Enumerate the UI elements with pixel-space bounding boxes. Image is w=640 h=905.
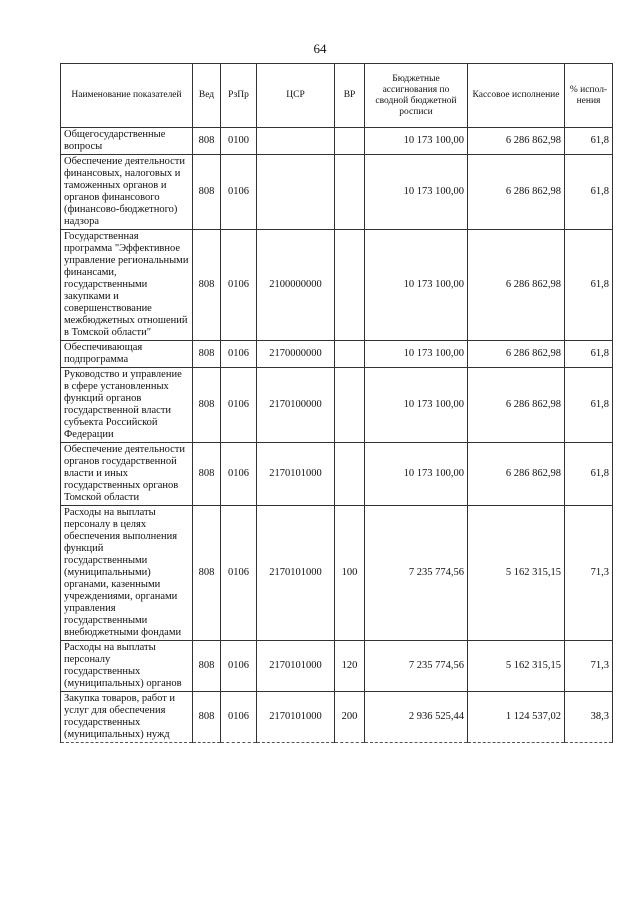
row-vr: [335, 155, 365, 230]
row-cash: 6 286 862,98: [468, 128, 565, 155]
row-rzpr: 0106: [221, 341, 257, 368]
row-name: Закупка товаров, работ и услуг для обеспечения государственных (муниципальных) нужд: [61, 692, 193, 743]
row-cash: 6 286 862,98: [468, 443, 565, 506]
row-ved: 808: [193, 230, 221, 341]
row-name: Обеспечение деятельности органов государственной власти и иных государственных органов Томской области: [61, 443, 193, 506]
table-row: [61, 692, 613, 743]
row-ved: 808: [193, 641, 221, 692]
row-csr: 2170101000: [257, 692, 335, 743]
row-cash: 1 124 537,02: [468, 692, 565, 743]
row-vr: [335, 230, 365, 341]
row-budget: 7 235 774,56: [365, 641, 468, 692]
row-rzpr: 0106: [221, 230, 257, 341]
table-row: [61, 641, 613, 692]
row-percent: 71,3: [565, 506, 613, 641]
row-percent: 61,8: [565, 155, 613, 230]
row-rzpr: 0106: [221, 155, 257, 230]
row-rzpr: 0106: [221, 692, 257, 743]
row-rzpr: 0106: [221, 443, 257, 506]
budget-execution-table: [60, 63, 613, 743]
header-rzpr: РзПр: [221, 64, 257, 128]
table-row: [61, 128, 613, 155]
row-ved: 808: [193, 155, 221, 230]
row-rzpr: 0100: [221, 128, 257, 155]
row-percent: 71,3: [565, 641, 613, 692]
row-csr: 2170100000: [257, 368, 335, 443]
row-ved: 808: [193, 692, 221, 743]
row-vr: 120: [335, 641, 365, 692]
row-rzpr: 0106: [221, 506, 257, 641]
row-budget: 10 173 100,00: [365, 443, 468, 506]
row-csr: [257, 155, 335, 230]
row-ved: 808: [193, 128, 221, 155]
row-ved: 808: [193, 443, 221, 506]
row-percent: 61,8: [565, 128, 613, 155]
table-row: [61, 506, 613, 641]
table-row: [61, 155, 613, 230]
row-percent: 61,8: [565, 341, 613, 368]
row-budget: 10 173 100,00: [365, 128, 468, 155]
row-csr: [257, 128, 335, 155]
row-cash: 6 286 862,98: [468, 341, 565, 368]
row-name: Руководство и управление в сфере установленных функций органов государственной власти субъекта Российской Федерации: [61, 368, 193, 443]
row-name: Расходы на выплаты персоналу в целях обеспечения выполнения функций государственными (муниципальными) органами, казенными учреждениями, органами управления государственными внебюджетными фондами: [61, 506, 193, 641]
row-budget: 2 936 525,44: [365, 692, 468, 743]
header-name: Наименование показателей: [61, 64, 193, 128]
table-header-row: [61, 64, 613, 128]
header-cash: Кассовое исполнение: [468, 64, 565, 128]
row-ved: 808: [193, 341, 221, 368]
table-row: [61, 443, 613, 506]
row-name: Государственная программа "Эффективное управление региональными финансами, государственными закупками и совершенствование межбюджетных отношений в Томской области": [61, 230, 193, 341]
header-budget: Бюджетные ассигнования по сводной бюджетной росписи: [365, 64, 468, 128]
row-name: Обеспечивающая подпрограмма: [61, 341, 193, 368]
row-percent: 61,8: [565, 443, 613, 506]
row-name: Расходы на выплаты персоналу государственных (муниципальных) органов: [61, 641, 193, 692]
row-percent: 61,8: [565, 368, 613, 443]
row-vr: [335, 128, 365, 155]
row-csr: 2170101000: [257, 641, 335, 692]
row-budget: 10 173 100,00: [365, 341, 468, 368]
row-budget: 7 235 774,56: [365, 506, 468, 641]
header-csr: ЦСР: [257, 64, 335, 128]
header-vr: ВР: [335, 64, 365, 128]
table-row: [61, 368, 613, 443]
table-row: [61, 230, 613, 341]
row-vr: 100: [335, 506, 365, 641]
row-percent: 61,8: [565, 230, 613, 341]
row-cash: 5 162 315,15: [468, 506, 565, 641]
row-cash: 6 286 862,98: [468, 230, 565, 341]
header-percent: % испол-нения: [565, 64, 613, 128]
row-ved: 808: [193, 506, 221, 641]
page-number: 64: [313, 41, 327, 56]
row-vr: [335, 443, 365, 506]
row-budget: 10 173 100,00: [365, 230, 468, 341]
row-cash: 6 286 862,98: [468, 368, 565, 443]
row-cash: 5 162 315,15: [468, 641, 565, 692]
row-percent: 38,3: [565, 692, 613, 743]
row-cash: 6 286 862,98: [468, 155, 565, 230]
table-row: [61, 341, 613, 368]
row-ved: 808: [193, 368, 221, 443]
row-rzpr: 0106: [221, 641, 257, 692]
header-ved: Вед: [193, 64, 221, 128]
row-name: Общегосударственные вопросы: [61, 128, 193, 155]
row-budget: 10 173 100,00: [365, 368, 468, 443]
row-csr: 2100000000: [257, 230, 335, 341]
row-vr: [335, 341, 365, 368]
row-vr: 200: [335, 692, 365, 743]
row-csr: 2170000000: [257, 341, 335, 368]
row-budget: 10 173 100,00: [365, 155, 468, 230]
row-name: Обеспечение деятельности финансовых, налоговых и таможенных органов и органов финансового (финансово-бюджетного) надзора: [61, 155, 193, 230]
row-csr: 2170101000: [257, 506, 335, 641]
row-rzpr: 0106: [221, 368, 257, 443]
row-vr: [335, 368, 365, 443]
row-csr: 2170101000: [257, 443, 335, 506]
